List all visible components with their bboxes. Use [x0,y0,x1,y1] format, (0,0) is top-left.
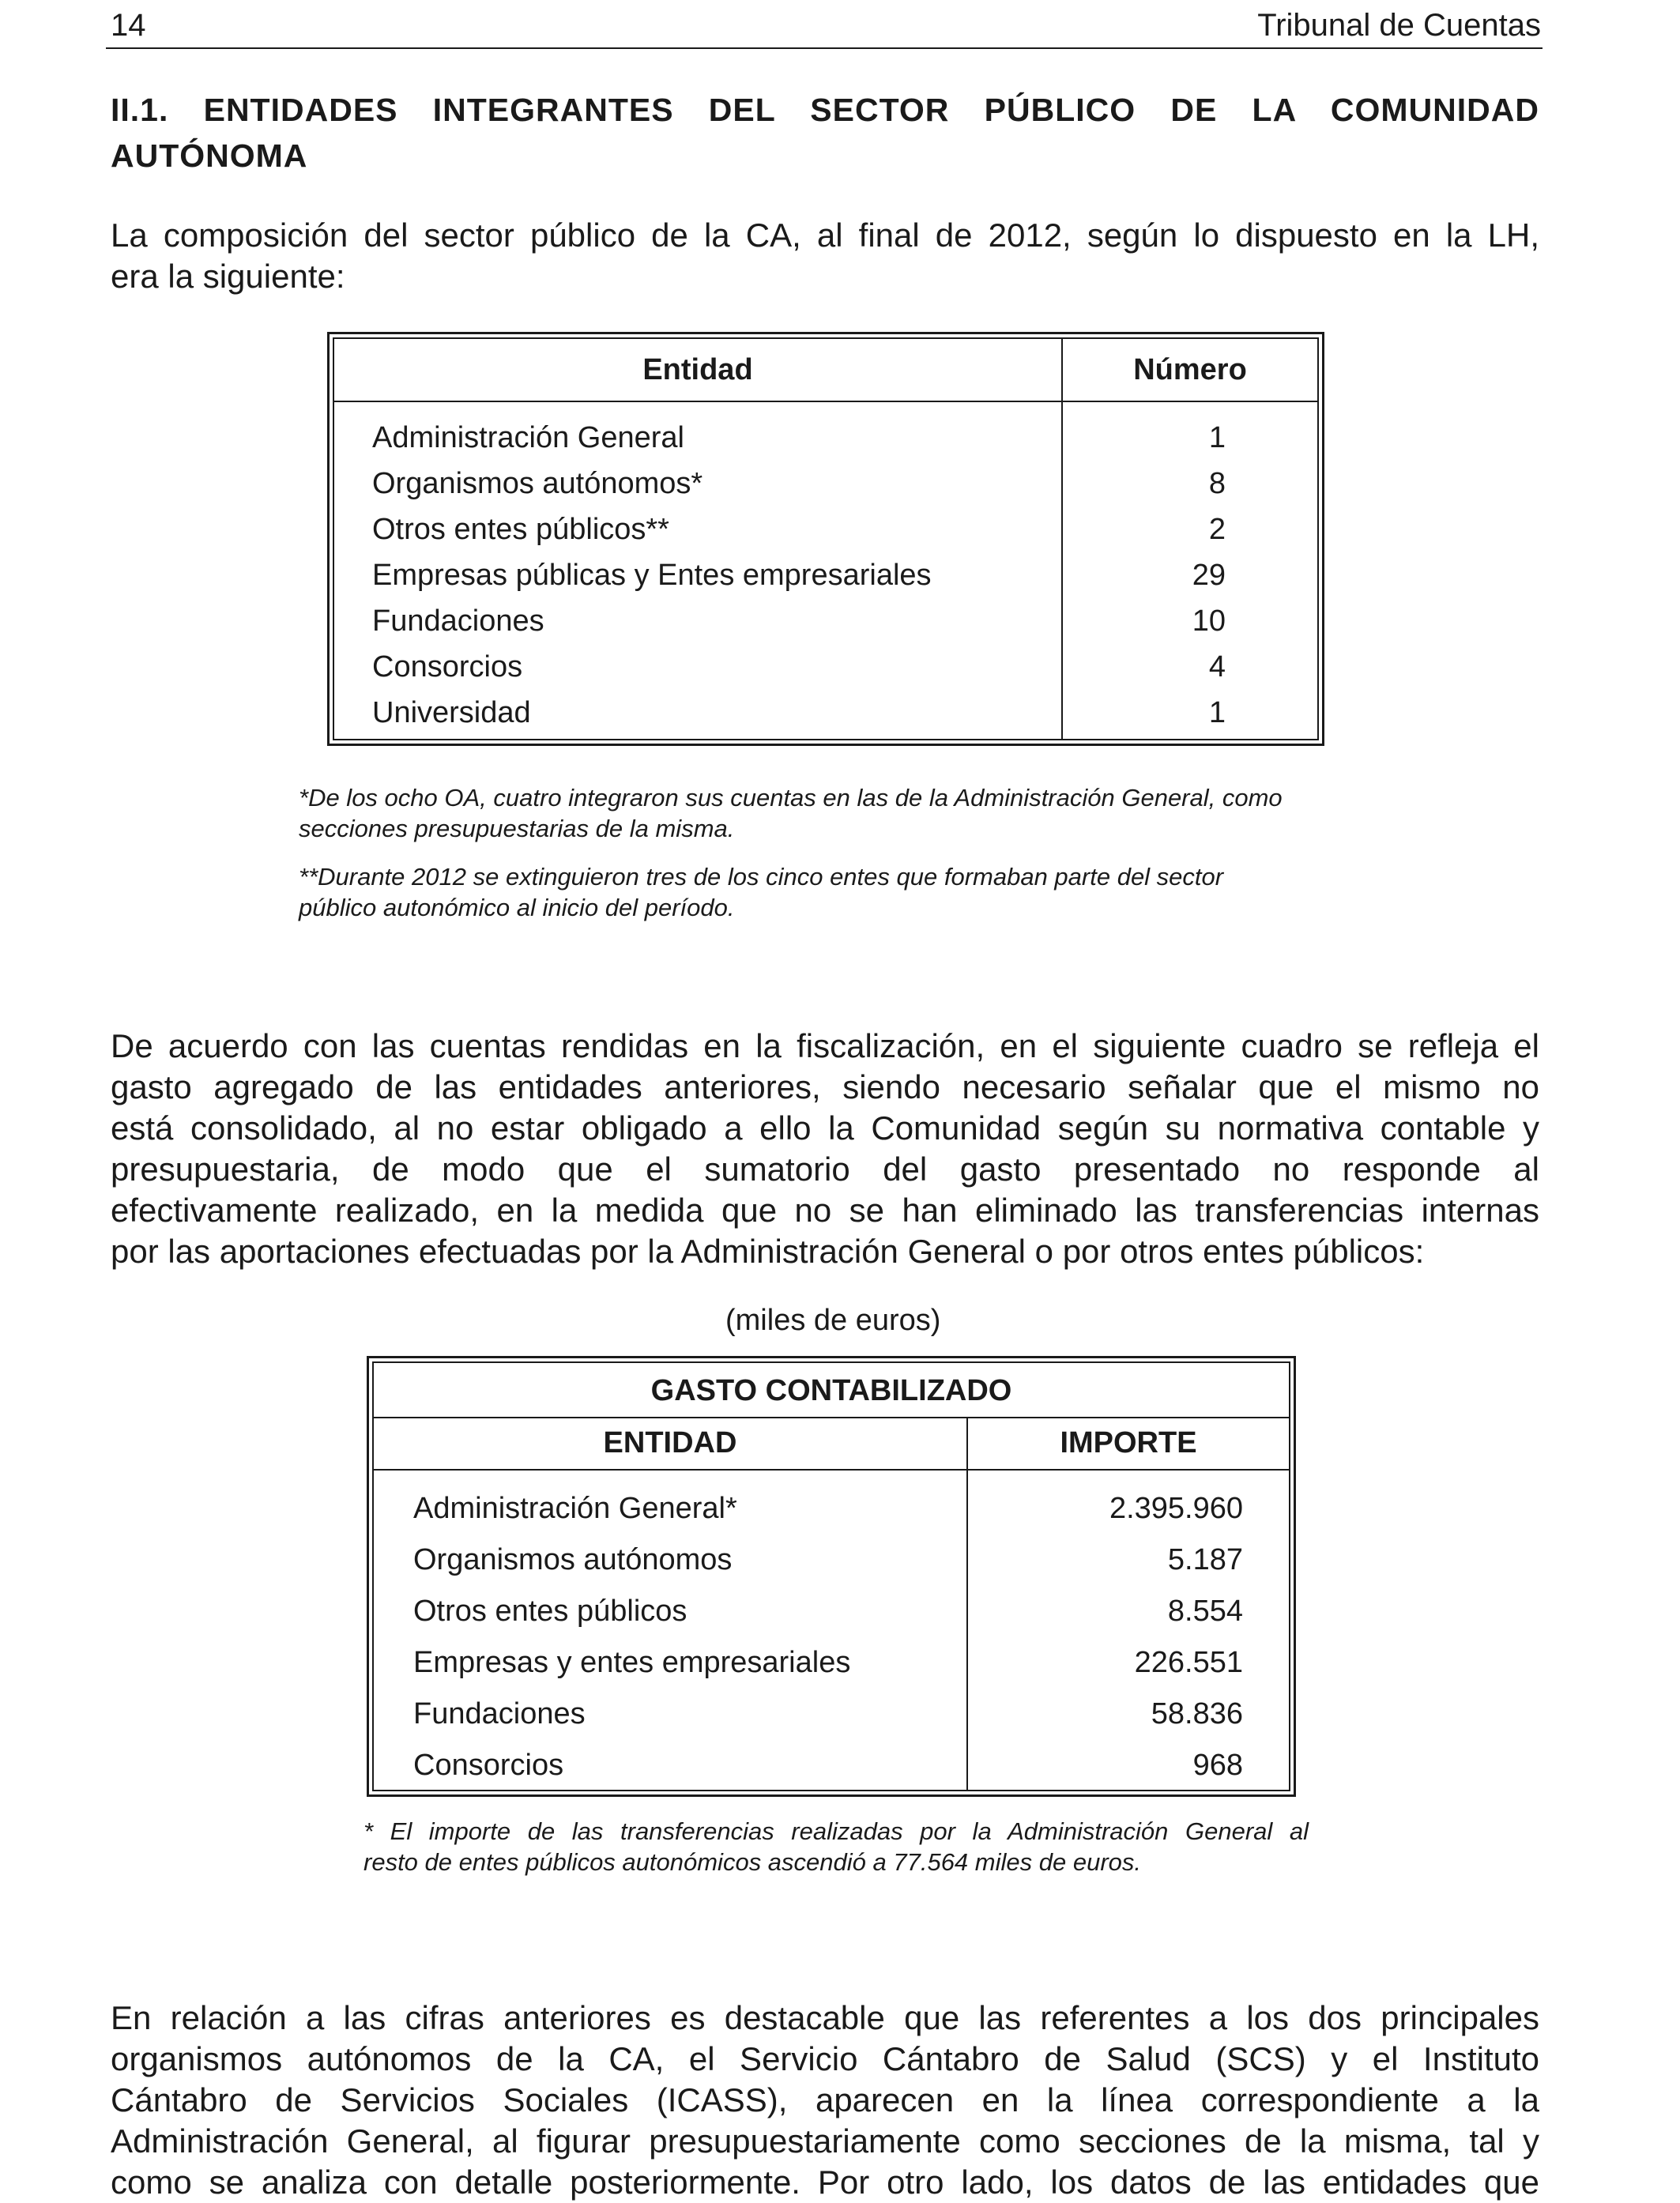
table2-title: GASTO CONTABILIZADO [650,1374,1012,1407]
table-row [372,461,1305,507]
paragraph-line: organismos autónomos de la CA, el Servicio Cántabro de Salud (SCS) y el Instituto [111,2040,1539,2077]
paragraph-line: gasto agregado de las entidades anteriores, siendo necesario señalar que el mismo no [111,1068,1539,1105]
table-header-divider [374,1469,1289,1471]
section-title [111,87,1539,179]
paragraph-line: por las aportaciones efectuadas por la Administración General o por otros entes públicos: [111,1233,1425,1270]
table-row [413,1689,1251,1740]
table-row [372,644,1305,690]
table-row [372,507,1305,552]
table2-note [363,1816,1309,1877]
note-line: **Durante 2012 se extinguieron tres de los cinco entes que formaban parte del sector [299,863,1224,891]
note-line: resto de entes públicos autonómicos ascendió a 77.564 miles de euros. [363,1848,1141,1876]
table-row [413,1535,1251,1586]
intro-paragraph [111,215,1539,297]
entity-name: Fundaciones [413,1697,586,1730]
note-line: * El importe de las transferencias realizadas por la Administración General al [363,1817,1309,1845]
intro-line: era la siguiente: [111,258,345,295]
table-row [372,598,1305,644]
column-header-importe: IMPORTE [1060,1426,1197,1459]
intro-line: La composición del sector público de la CA, al final de 2012, según lo dispuesto en la LH, [111,217,1539,254]
entity-amount: 226.551 [1134,1646,1243,1679]
entity-count: 1 [1208,421,1226,454]
note-line: público autonómico al inicio del período. [299,894,735,921]
entity-amount: 8.554 [1167,1595,1243,1628]
table1-note-1 [299,782,1373,844]
entity-name: Administración General [372,421,684,454]
paragraph-line: está consolidado, al no estar obligado a ello la Comunidad según su normativa contable y [111,1109,1539,1147]
entity-count: 29 [1192,559,1226,592]
table-title-divider [374,1417,1289,1418]
entity-amount: 2.395.960 [1109,1492,1243,1525]
entity-name: Organismos autónomos [413,1543,733,1576]
entity-name: Consorcios [372,650,523,683]
entity-name: Otros entes públicos [413,1595,687,1628]
entity-name: Organismos autónomos* [372,467,703,500]
entity-amount: 5.187 [1167,1543,1243,1576]
section-title-line2: AUTÓNOMA [111,137,308,174]
note-line: secciones presupuestarias de la misma. [299,815,735,842]
table-header-divider [334,401,1317,402]
table1-note-2 [299,861,1373,923]
entity-count: 1 [1208,696,1226,729]
entities-table [327,332,1324,746]
table2-units: (miles de euros) [725,1304,941,1337]
column-header-entidad: Entidad [642,353,753,386]
note-line: *De los ocho OA, cuatro integraron sus cuentas en las de la Administración General, como [299,784,1283,812]
table-row [413,1483,1251,1535]
paragraph-line: efectivamente realizado, en la medida que no se han eliminado las transferencias internas [111,1192,1539,1229]
paragraph-line: presupuestaria, de modo que el sumatorio del gasto presentado no responde al [111,1150,1539,1188]
running-header-title: Tribunal de Cuentas [1257,8,1541,43]
entity-count: 8 [1208,467,1226,500]
entity-name: Empresas públicas y Entes empresariales [372,559,932,592]
entity-count: 2 [1208,513,1226,546]
table-row [413,1586,1251,1637]
paragraph-line: En relación a las cifras anteriores es destacable que las referentes a los dos principales [111,1999,1539,2036]
paragraph-line: Cántabro de Servicios Sociales (ICASS), aparecen en la línea correspondiente a la [111,2081,1539,2118]
column-header-numero: Número [1133,353,1247,386]
paragraph-gasto [111,1026,1539,1272]
paragraph-relacion [111,1998,1539,2203]
entity-name: Universidad [372,696,531,729]
header-rule [106,47,1543,49]
entity-amount: 58.836 [1151,1697,1243,1730]
entity-name: Fundaciones [372,604,544,638]
entity-name: Consorcios [413,1749,564,1782]
entity-name: Empresas y entes empresariales [413,1646,851,1679]
expense-table [367,1356,1296,1797]
entity-name: Otros entes públicos** [372,513,669,546]
table-row [372,415,1305,461]
paragraph-line: De acuerdo con las cuentas rendidas en la fiscalización, en el siguiente cuadro se refleja el [111,1027,1539,1064]
section-title-line1: II.1. ENTIDADES INTEGRANTES DEL SECTOR PÚBLICO DE LA COMUNIDAD [111,92,1539,128]
table-row [413,1637,1251,1689]
column-header-entidad: ENTIDAD [603,1426,737,1459]
entity-count: 4 [1208,650,1226,683]
paragraph-line: Administración General, al figurar presupuestariamente como secciones de la misma, tal y [111,2122,1539,2160]
entity-count: 10 [1192,604,1226,638]
paragraph-line: como se analiza con detalle posteriormente. Por otro lado, los datos de las entidades que [111,2163,1539,2201]
table-row [413,1740,1251,1791]
table-row [372,552,1305,598]
entity-amount: 968 [1192,1749,1243,1782]
table-row [372,690,1305,736]
page-number: 14 [111,8,146,43]
entity-name: Administración General* [413,1492,737,1525]
